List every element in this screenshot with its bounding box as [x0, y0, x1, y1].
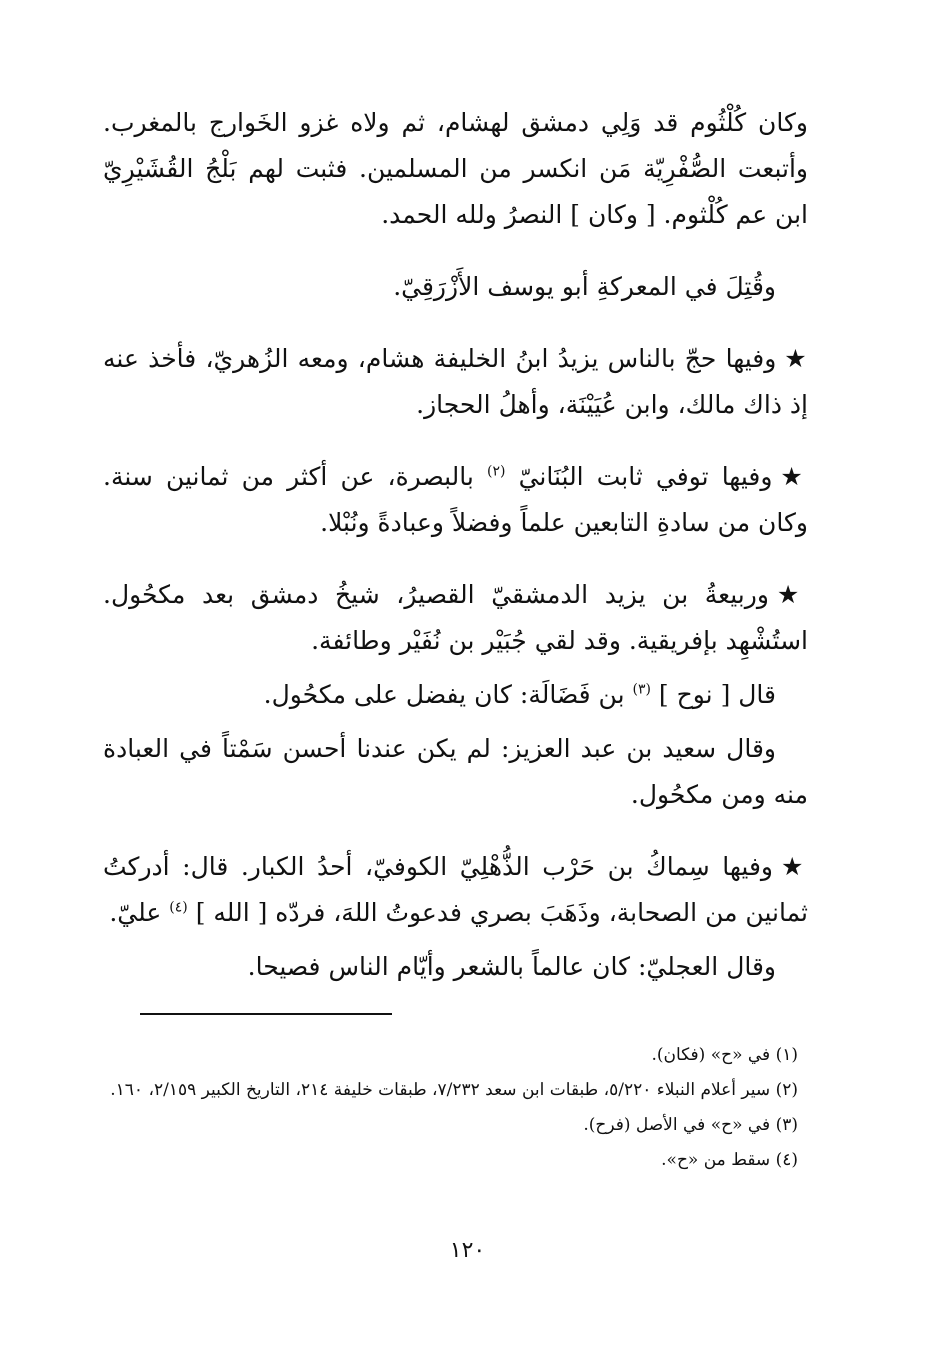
- paragraph-rabia: [103, 572, 808, 664]
- star-marker: ★: [780, 852, 808, 881]
- footnote-text: في «ح» (فكان).: [651, 1045, 771, 1065]
- paragraph-azraqi: [103, 264, 808, 310]
- footnote-number: (٣): [775, 1115, 798, 1135]
- paragraph-text: وقال العجليّ: كان عالماً بالشعر وأيّام الناس فصيحا.: [247, 952, 776, 981]
- footnote-4: [98, 1143, 798, 1178]
- paragraph-text: وقُتِلَ في المعركةِ أبو يوسف الأَزْرَقِيّ.: [393, 272, 776, 301]
- paragraph-text: قال [ نوح ]: [658, 680, 776, 709]
- footnote-number: (١): [775, 1045, 798, 1065]
- paragraph-said: [103, 726, 808, 818]
- footnote-ref: (٤): [169, 899, 188, 916]
- footnote-2: [98, 1073, 798, 1108]
- footnote-number: (٢): [775, 1080, 798, 1100]
- footnote-separator: [140, 1013, 392, 1015]
- main-text: [103, 100, 808, 990]
- paragraph-text: عليّ.: [109, 898, 162, 927]
- paragraph-simak: [103, 844, 808, 936]
- paragraph-text: بن فَضَالَة: كان يفضل على مكحُول.: [263, 680, 625, 709]
- paragraph-hajj: [103, 336, 808, 428]
- footnote-1: [98, 1038, 798, 1073]
- footnote-text: في «ح» في الأصل (فرح).: [583, 1115, 771, 1135]
- footnotes: [98, 1038, 798, 1178]
- footnote-number: (٤): [775, 1150, 798, 1170]
- paragraph-nuh: [103, 672, 808, 718]
- footnote-text: سقط من «ح».: [661, 1150, 771, 1170]
- page-number: ١٢٠: [449, 1238, 486, 1263]
- footnote-ref: (٣): [632, 681, 651, 698]
- paragraph-text: وكان كُلْثُوم قد وَلِي دمشق لهشام، ثم ولاه غزو الخَوارج بالمغرب. وأتبعت الصُّفْرِيّة مَن انكسر من المسلمين. فثبت لهم بَلْجُ القُشَيْرِيّ ابن عم كُلْثوم. [ وكان ] النصرُ ولله الحمد.: [103, 108, 808, 229]
- star-marker: ★: [780, 462, 808, 491]
- star-marker: ★: [776, 580, 808, 609]
- paragraph-kulthum: [103, 100, 808, 238]
- paragraph-text: وفيها توفي ثابت البُنَانيّ: [518, 462, 773, 491]
- paragraph-thabit: [103, 454, 808, 546]
- footnote-3: [98, 1108, 798, 1143]
- footnote-ref: (٢): [486, 463, 506, 480]
- paragraph-text: بالبصرة، عن أكثر من ثمانين سنة. وكان من سادةِ التابعين علماً وفضلاً وعبادةً ونُبْلا.: [103, 462, 808, 537]
- paragraph-text: وفيها سِماكُ بن حَرْب الذُّهْلِيّ الكوفيّ، أحدُ الكبار. قال: أدركتُ ثمانين من الصحابة، وذَهَبَ بصري فدعوتُ اللهَ، فردّه [ الله ]: [103, 852, 808, 927]
- star-marker: ★: [784, 344, 808, 373]
- paragraph-text: وربيعةُ بن يزيد الدمشقيّ القصيرُ، شيخُ دمشق بعد مكحُول. استُشْهِد بإفريقية. وقد لقي جُبَيْر بن نُفَيْر وطائفة.: [103, 580, 808, 655]
- paragraph-ijli: [103, 944, 808, 990]
- paragraph-text: وفيها حجّ بالناس يزيدُ ابنُ الخليفة هشام، ومعه الزُهريّ، فأخذ عنه إذ ذاك مالك، وابن عُيَيْنَة، وأهلُ الحجاز.: [103, 344, 808, 419]
- footnote-text: سير أعلام النبلاء ٥/٢٢٠، طبقات ابن سعد ٧/٢٣٢، طبقات خليفة ٢١٤، التاريخ الكبير ٢/١٥٩، ١٦٠.: [110, 1080, 771, 1100]
- paragraph-text: وقال سعيد بن عبد العزيز: لم يكن عندنا أحسن سَمْتاً في العبادة منه ومن مكحُول.: [103, 734, 808, 809]
